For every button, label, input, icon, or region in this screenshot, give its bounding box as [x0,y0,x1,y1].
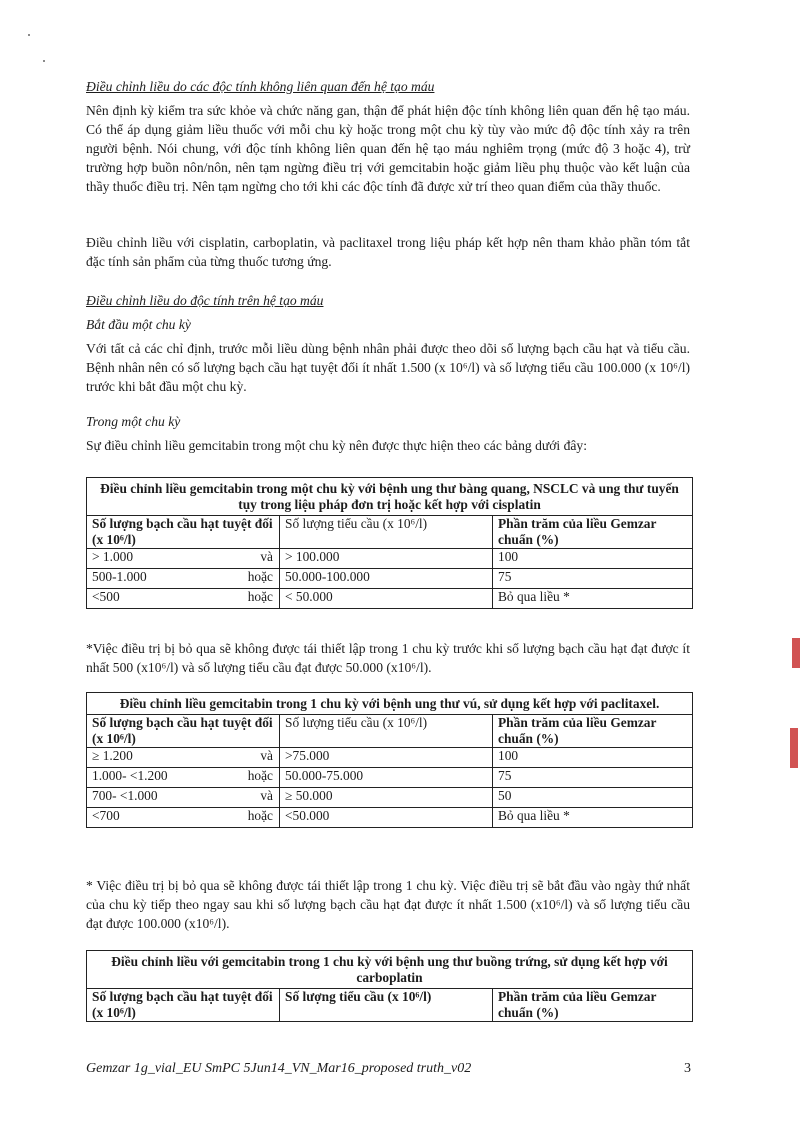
scan-speck [28,34,30,36]
col-header-percent: Phần trăm của liều Gemzar chuẩn (%) [493,989,693,1022]
cycle-start-paragraph: Với tất cả các chỉ định, trước mỗi liều dùng bệnh nhân phải được theo dõi số lượng bạch cầu hạt và tiểu cầu. Bệnh nhân nên có số lượng bạch cầu hạt tuyệt đối ít nhất 1.500 (x 10⁶/l) và số lượng tiểu cầu 100.000 (x 10⁶/l) trước khi bắt đầu một chu kỳ. [86,341,690,394]
table-title: Điều chỉnh liều với gemcitabin trong 1 chu kỳ với bệnh ung thư buồng trứng, sử dụng kết hợp với carboplatin [87,951,693,989]
within-cycle-intro: Sự điều chỉnh liều gemcitabin trong một chu kỳ nên được thực hiện theo các bảng dưới đây: [86,438,588,453]
col-header-neutrophil: Số lượng bạch cầu hạt tuyệt đối (x 10⁶/l) [87,989,280,1022]
table-title: Điều chỉnh liều gemcitabin trong 1 chu kỳ với bệnh ung thư vú, sử dụng kết hợp với paclitaxel. [87,693,693,715]
within-cycle-heading: Trong một chu kỳ [86,414,181,429]
edge-stamp-mark [792,638,800,668]
dose-table-ovarian [86,950,693,1022]
table2-footnote: * Việc điều trị bị bỏ qua sẽ không được tái thiết lập trong 1 chu kỳ. Việc điều trị sẽ bắt đầu vào ngày thứ nhất của chu kỳ tiếp theo ngay sau khi số lượng bạch cầu hạt đạt được ít nhất 1.500 (x10⁶/l) và số lượng tiểu cầu đạt được 100.000 (x10⁶/l). [86,878,690,931]
nonheme-paragraph-1: Nên định kỳ kiểm tra sức khỏe và chức năng gan, thận để phát hiện độc tính không liên quan đến hệ tạo máu. Có thể áp dụng giảm liều thuốc với mỗi chu kỳ hoặc trong một chu kỳ tùy vào mức độ độc tính xảy ra trên người bệnh. Nói chung, với độc tính không liên quan đến hệ tạo máu nghiêm trọng (mức độ 3 hoặc 4), trừ trường hợp buồn nôn/nôn, nên tạm ngừng điều trị với gemcitabin hoặc giảm liều phụ thuộc vào kết luận của thầy thuốc điều trị. Nên tạm ngừng cho tới khi các độc tính đã được xử trí theo quan điểm của thầy thuốc. [86,103,690,194]
table-row: > 1.000 và > 100.000 100 [87,549,693,569]
col-header-platelet: Số lượng tiểu cầu (x 10⁶/l) [280,715,493,748]
table-title: Điều chỉnh liều gemcitabin trong một chu kỳ với bệnh ung thư bàng quang, NSCLC và ung thư tuyến tụy trong liệu pháp đơn trị hoặc kết hợp với cisplatin [87,478,693,516]
col-header-neutrophil: Số lượng bạch cầu hạt tuyệt đối (x 10⁶/l) [87,715,280,748]
col-header-percent: Phần trăm của liều Gemzar chuẩn (%) [493,715,693,748]
table-row: 500-1.000 hoặc 50.000-100.000 75 [87,569,693,589]
table1-footnote: *Việc điều trị bị bỏ qua sẽ không được tái thiết lập trong 1 chu kỳ trước khi số lượng bạch cầu hạt đạt được ít nhất 500 (x10⁶/l) và số lượng tiểu cầu đạt được 50.000 (x10⁶/l). [86,641,690,675]
col-header-neutrophil: Số lượng bạch cầu hạt tuyệt đối (x 10⁶/l) [87,516,280,549]
dose-table-bladder-nsclc-pancreatic [86,477,693,609]
table-row: 700- <1.000 và ≥ 50.000 50 [87,788,693,808]
col-header-platelet: Số lượng tiểu cầu (x 10⁶/l) [280,989,493,1022]
col-header-platelet: Số lượng tiểu cầu (x 10⁶/l) [280,516,493,549]
dose-table-breast [86,692,693,828]
cycle-start-heading: Bắt đầu một chu kỳ [86,317,191,332]
col-header-percent: Phần trăm của liều Gemzar chuẩn (%) [493,516,693,549]
nonheme-paragraph-2: Điều chỉnh liều với cisplatin, carboplatin, và paclitaxel trong liệu pháp kết hợp nên tham khảo phần tóm tắt đặc tính sản phẩm của từng thuốc tương ứng. [86,235,690,269]
table-row: <500 hoặc < 50.000 Bỏ qua liều * [87,589,693,609]
scan-speck [43,60,45,62]
footer-doc-reference: Gemzar 1g_vial_EU SmPC 5Jun14_VN_Mar16_proposed truth_v02 [86,1061,472,1076]
page-number: 3 [684,1061,691,1076]
table-row: 1.000- <1.200 hoặc 50.000-75.000 75 [87,768,693,788]
edge-stamp-mark [790,728,798,768]
heme-heading: Điều chỉnh liều do độc tính trên hệ tạo máu [86,293,324,308]
table-row: <700 hoặc <50.000 Bỏ qua liều * [87,808,693,828]
table-row: ≥ 1.200 và >75.000 100 [87,748,693,768]
nonheme-heading: Điều chỉnh liều do các độc tính không liên quan đến hệ tạo máu [86,79,435,94]
